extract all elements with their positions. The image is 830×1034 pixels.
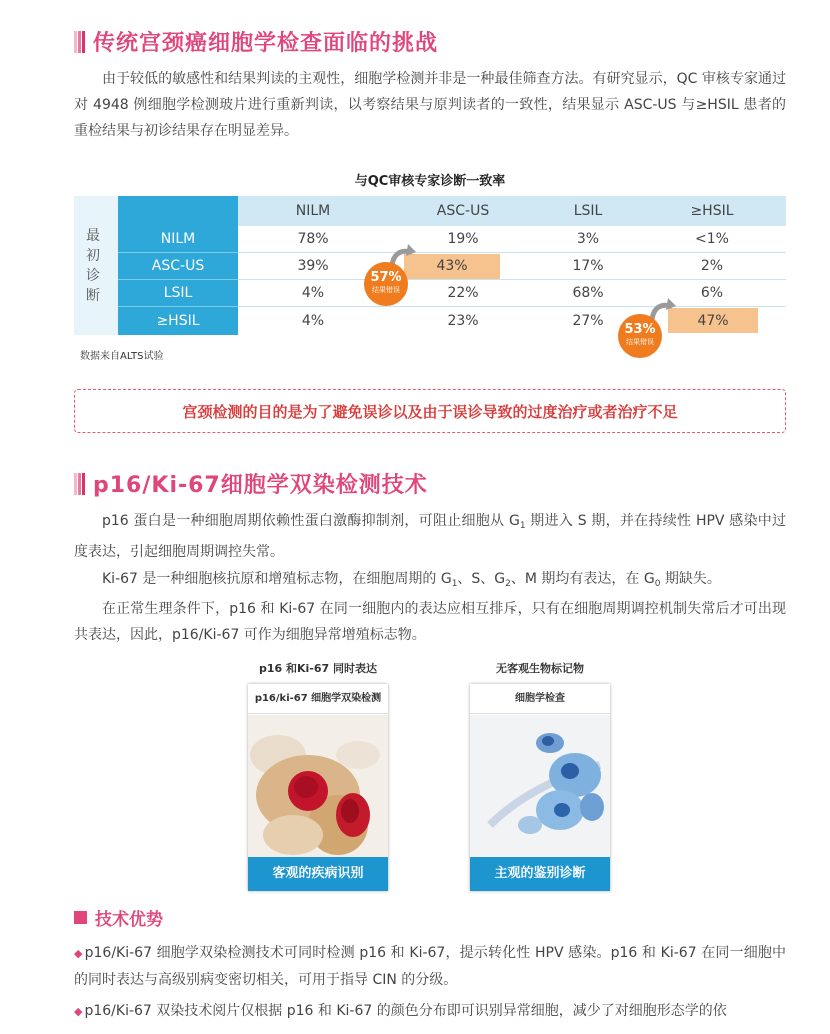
coexpression-paragraph: 在正常生理条件下，p16 和 Ki-67 在同一细胞内的表达应相互排斥，只有在细胞周期调控机制失常后才可出现共表达，因此，p16/Ki-67 可作为细胞异常增殖标志物。 xyxy=(74,601,786,643)
intro-paragraph: 由于较低的敏感性和结果判读的主观性，细胞学检测并非是一种最佳筛查方法。有研究显示，QC 审核专家通过对 4948 例细胞学检测玻片进行重新判读，以考察结果与原判读者的一致性，结果显示 ASC-US 与≥HSIL 患者的重检结果与初诊结果存在明显差异。 xyxy=(74,71,786,139)
error-bubble: 57% 结果错误 xyxy=(364,262,408,306)
agreement-table xyxy=(74,196,786,346)
table-cell: 6% xyxy=(700,285,724,301)
table-side-label: 最初诊断 xyxy=(74,196,118,335)
row-header: ASC-US xyxy=(118,253,238,280)
ki67-paragraph: Ki-67 是一种细胞核抗原和增殖标志物，在细胞周期的 $G_1$、S、$G_2$、M 期均有表达，在 $G_0$ 期缺失。 xyxy=(102,571,721,589)
row-header: NILM xyxy=(118,226,238,253)
figure-dual-stain xyxy=(248,684,388,891)
diamond-bullet-icon: ◆ xyxy=(74,1005,83,1018)
section-title-technique: p16/Ki-67细胞学双染检测技术 xyxy=(74,468,428,499)
row-header: ≥HSIL xyxy=(118,307,238,335)
table-cell: 27% xyxy=(572,313,604,329)
row-header: LSIL xyxy=(118,280,238,307)
cytology-micrograph xyxy=(470,715,610,857)
figure-footer: 客观的疾病识别 xyxy=(248,857,388,891)
error-bubble: 53% 结果错误 xyxy=(618,314,662,358)
section-title-challenges: 传统宫颈癌细胞学检查面临的挑战 xyxy=(74,26,438,57)
section-title-advantages: 技术优势 xyxy=(74,905,163,930)
table-cell: 78% xyxy=(297,231,329,247)
figure-inner-title: p16/ki-67 细胞学双染检测 xyxy=(248,684,388,714)
figure-caption: p16 和Ki-67 同时表达 xyxy=(258,662,377,675)
advantage-item: ◆ p16/Ki-67 细胞学双染检测技术可同时检测 p16 和 Ki-67，提示转化性 HPV 感染。p16 和 Ki-67 在同一细胞中的同时表达与高级别病变密切相关，可用于指导 CIN 的分级。 xyxy=(74,945,786,988)
col-header: ≥HSIL xyxy=(638,196,786,226)
diamond-bullet-icon: ◆ xyxy=(74,947,83,960)
p16-paragraph: p16 蛋白是一种细胞周期依赖性蛋白激酶抑制剂，可阻止细胞从 $G_1$ 期进入 S 期，并在持续性 HPV 感染中过度表达，引起细胞周期调控失常。 xyxy=(74,513,787,560)
table-cell: 39% xyxy=(297,258,329,274)
figure-caption: 无客观生物标记物 xyxy=(496,662,584,675)
figure-inner-title: 细胞学检查 xyxy=(470,684,610,714)
table-cell: 4% xyxy=(301,313,325,329)
table-cell: 68% xyxy=(572,285,604,301)
figure-footer: 主观的鉴别诊断 xyxy=(470,857,610,891)
table-cell: <1% xyxy=(695,231,729,247)
figure-cytology xyxy=(470,684,610,891)
col-header: NILM xyxy=(238,196,388,226)
col-header: ASC-US xyxy=(388,196,538,226)
section-marker-icon xyxy=(74,473,85,495)
table-title: 与QC审核专家诊断一致率 xyxy=(354,174,506,189)
table-source: 数据来自ALTS试验 xyxy=(80,351,164,362)
table-cell: 43% xyxy=(436,258,468,274)
table-cell: 22% xyxy=(447,285,479,301)
dual-stain-micrograph xyxy=(248,715,388,857)
table-cell: 3% xyxy=(576,231,600,247)
purpose-note: 宫颈检测的目的是为了避免误诊以及由于误诊导致的过度治疗或者治疗不足 xyxy=(74,389,786,433)
table-cell: 4% xyxy=(301,285,325,301)
table-cell: 2% xyxy=(700,258,724,274)
col-header: LSIL xyxy=(538,196,638,226)
table-cell: 19% xyxy=(447,231,479,247)
table-cell: 23% xyxy=(447,313,479,329)
table-cell: 17% xyxy=(572,258,604,274)
table-corner xyxy=(118,196,238,226)
table-cell: 47% xyxy=(697,313,729,329)
square-marker-icon xyxy=(74,911,87,924)
advantage-item: ◆ p16/Ki-67 双染技术阅片仅根据 p16 和 Ki-67 的颜色分布即可识别异常细胞，减少了对细胞形态学的依 xyxy=(74,1003,727,1019)
section-marker-icon xyxy=(74,31,85,53)
